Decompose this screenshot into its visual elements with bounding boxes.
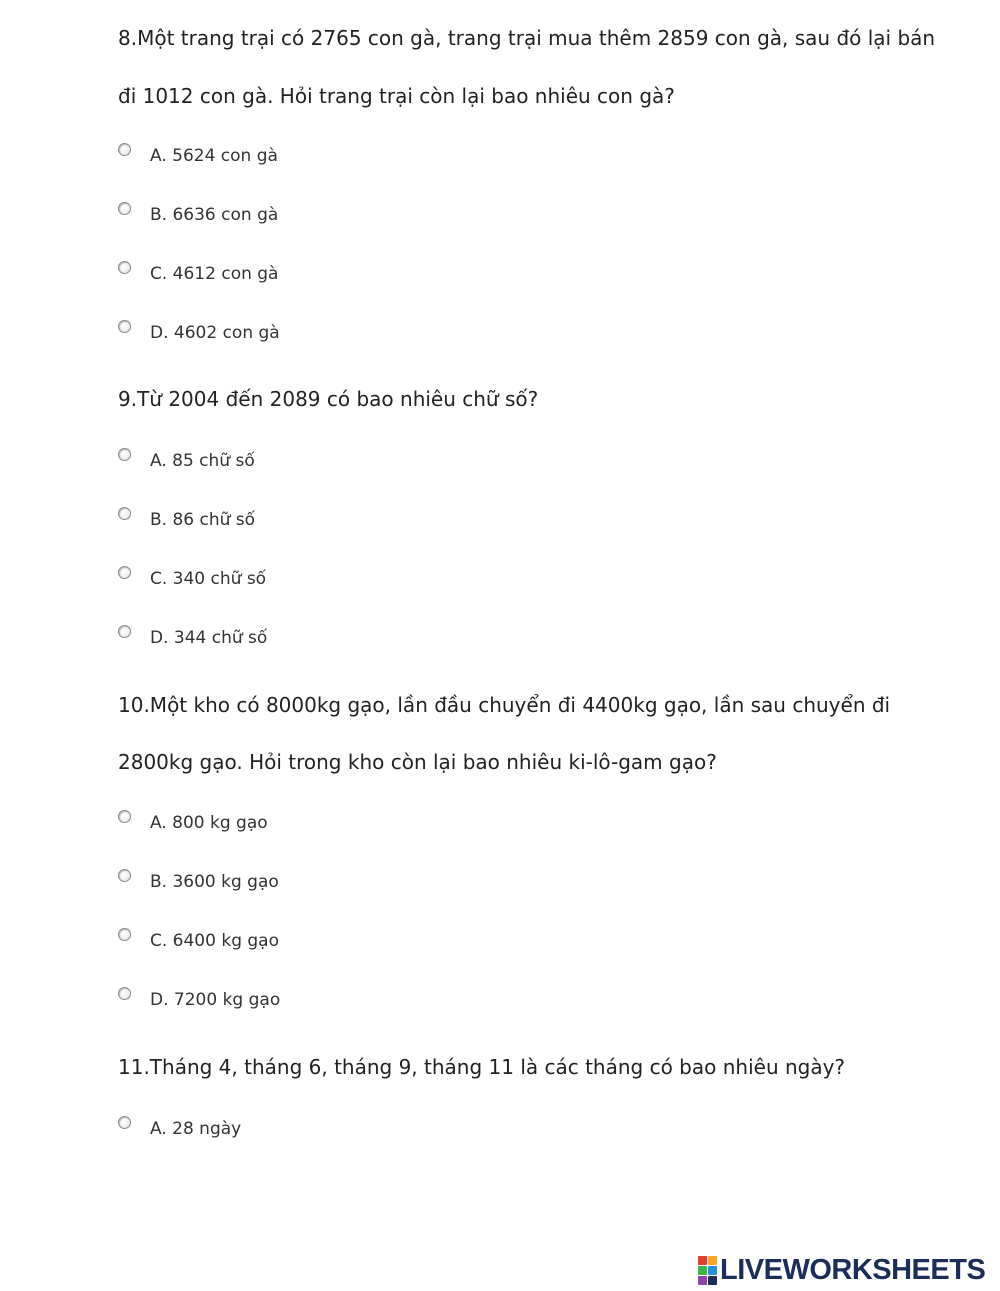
radio-button-10d[interactable] (118, 987, 131, 1000)
option-label: A. 5624 con gà (150, 146, 278, 166)
radio-button-10a[interactable] (118, 810, 131, 823)
radio-button-8b[interactable] (118, 202, 131, 215)
radio-button-8a[interactable] (118, 143, 131, 156)
option-label: B. 86 chữ số (150, 510, 256, 530)
option-label: B. 3600 kg gạo (150, 872, 279, 892)
logo-mark-icon (698, 1256, 717, 1285)
option-label: B. 6636 con gà (150, 205, 279, 225)
radio-button-9b[interactable] (118, 507, 131, 520)
radio-button-8d[interactable] (118, 320, 131, 333)
question-10-line-2: 2800kg gạo. Hỏi trong kho còn lại bao nhiêu ki-lô-gam gạo? (118, 750, 717, 774)
radio-button-10b[interactable] (118, 869, 131, 882)
logo-square-red (698, 1256, 707, 1265)
option-label: D. 7200 kg gạo (150, 990, 281, 1010)
option-label: A. 28 ngày (150, 1119, 242, 1139)
logo-square-blue (708, 1266, 717, 1275)
question-9-line-1: 9.Từ 2004 đến 2089 có bao nhiêu chữ số? (118, 387, 539, 411)
option-label: A. 85 chữ số (150, 451, 255, 471)
logo-text: LIVEWORKSHEETS (720, 1253, 986, 1286)
question-10-line-1: 10.Một kho có 8000kg gạo, lần đầu chuyển đi 4400kg gạo, lần sau chuyển đi (118, 693, 891, 717)
logo-square-purple (698, 1276, 707, 1285)
option-label: D. 344 chữ số (150, 628, 268, 648)
option-label: C. 340 chữ số (150, 569, 267, 589)
option-label: C. 4612 con gà (150, 264, 279, 284)
radio-button-9c[interactable] (118, 566, 131, 579)
logo-square-orange (708, 1256, 717, 1265)
logo-square-navy (708, 1276, 717, 1285)
radio-button-11a[interactable] (118, 1116, 131, 1129)
radio-button-10c[interactable] (118, 928, 131, 941)
question-8-line-2: đi 1012 con gà. Hỏi trang trại còn lại bao nhiêu con gà? (118, 84, 675, 108)
liveworksheets-logo (698, 1254, 985, 1286)
option-label: C. 6400 kg gạo (150, 931, 279, 951)
option-label: D. 4602 con gà (150, 323, 280, 343)
radio-button-9d[interactable] (118, 625, 131, 638)
question-8-line-1: 8.Một trang trại có 2765 con gà, trang trại mua thêm 2859 con gà, sau đó lại bán (118, 26, 936, 50)
option-label: A. 800 kg gạo (150, 813, 268, 833)
logo-square-green (698, 1266, 707, 1275)
radio-button-8c[interactable] (118, 261, 131, 274)
question-11-line-1: 11.Tháng 4, tháng 6, tháng 9, tháng 11 là các tháng có bao nhiêu ngày? (118, 1055, 846, 1079)
radio-button-9a[interactable] (118, 448, 131, 461)
